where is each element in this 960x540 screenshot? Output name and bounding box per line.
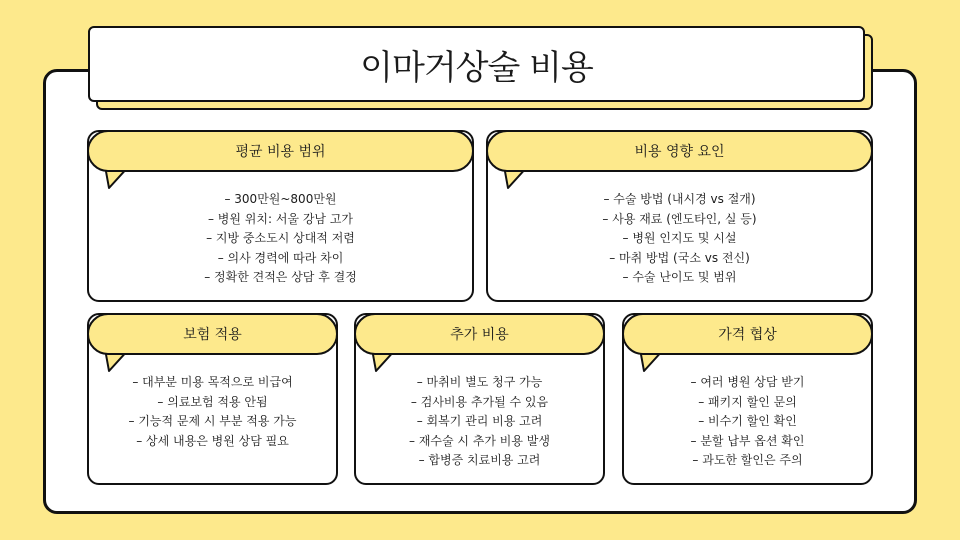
list-item: – 수술 난이도 및 범위: [622, 270, 737, 284]
card-insurance: [87, 313, 338, 485]
card-list: [356, 373, 603, 471]
card-cost-factors: [486, 130, 873, 302]
card-list: [89, 373, 336, 451]
card-heading: 가격 협상: [622, 313, 873, 355]
list-item: – 검사비용 추가될 수 있음: [410, 394, 549, 409]
list-item: – 기능적 문제 시 부분 적용 가능: [128, 414, 297, 428]
list-item: – 회복기 관리 비용 고려: [416, 414, 543, 428]
list-item: – 병원 인지도 및 시설: [622, 231, 737, 245]
list-item: – 재수술 시 추가 비용 발생: [409, 433, 550, 448]
list-item: – 상세 내용은 병원 상담 필요: [136, 433, 289, 448]
list-item: – 대부분 미용 목적으로 비급여: [132, 375, 293, 389]
card-list: [89, 190, 472, 288]
list-item: – 비수기 할인 확인: [698, 414, 797, 428]
list-item: – 300만원~800만원: [224, 192, 337, 206]
list-item: – 의료보험 적용 안됨: [157, 394, 268, 409]
card-list: [488, 190, 871, 288]
card-heading: 추가 비용: [354, 313, 605, 355]
list-item: – 의사 경력에 따라 차이: [217, 250, 344, 265]
card-average-cost: [87, 130, 474, 302]
card-heading: 평균 비용 범위: [87, 130, 474, 172]
list-item: – 패키지 할인 문의: [698, 394, 797, 409]
card-list: [624, 373, 871, 471]
page-title: 이마거상술 비용: [360, 47, 593, 88]
list-item: – 수술 방법 (내시경 vs 절개): [603, 192, 756, 206]
list-item: – 지방 중소도시 상대적 저렴: [206, 231, 355, 245]
list-item: – 합병증 치료비용 고려: [418, 453, 541, 467]
list-item: – 정확한 견적은 상담 후 결정: [204, 270, 357, 284]
card-additional-cost: [354, 313, 605, 485]
card-heading: 비용 영향 요인: [486, 130, 873, 172]
list-item: – 분할 납부 옵션 확인: [690, 433, 805, 448]
list-item: – 병원 위치: 서울 강남 고가: [207, 211, 354, 226]
title-box: [88, 26, 865, 102]
card-heading: 보험 적용: [87, 313, 338, 355]
list-item: – 과도한 할인은 주의: [692, 453, 803, 467]
list-item: – 마취비 별도 청구 가능: [416, 375, 543, 389]
list-item: – 사용 재료 (엔도타인, 실 등): [602, 211, 757, 226]
list-item: – 여러 병원 상담 받기: [690, 375, 805, 389]
list-item: – 마취 방법 (국소 vs 전신): [609, 250, 750, 265]
card-price-negotiation: [622, 313, 873, 485]
